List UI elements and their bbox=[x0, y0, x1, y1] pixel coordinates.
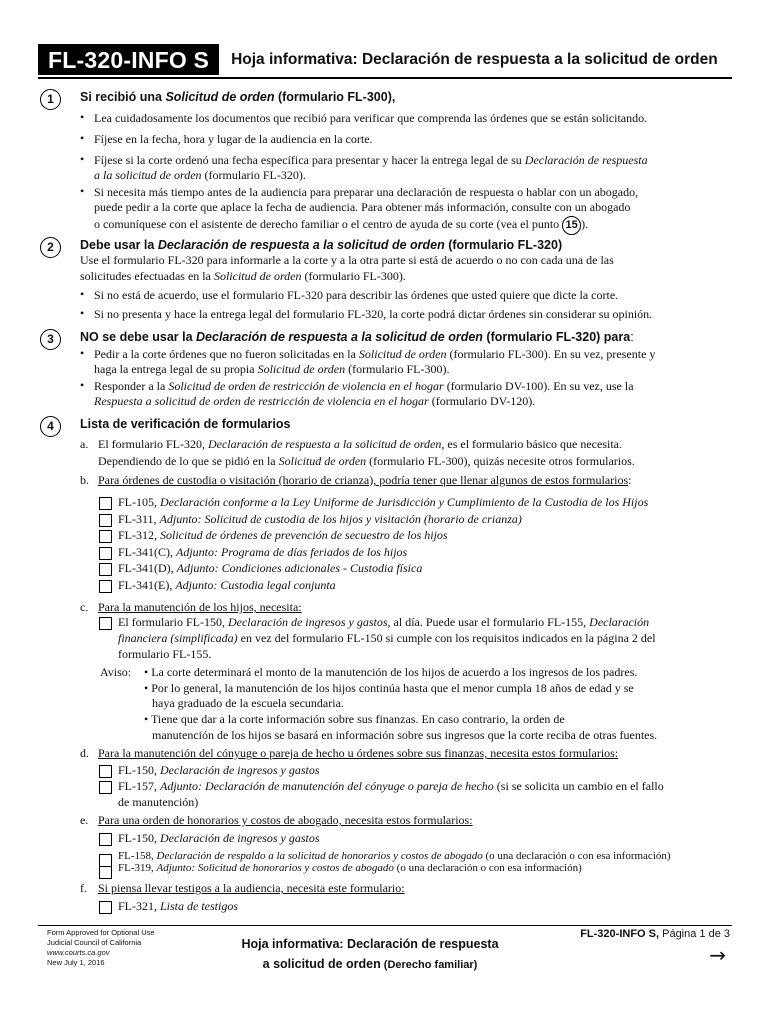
subheading: Para la manutención del cónyuge o pareja de hecho u órdenes sobre sus finanzas, necesita estos formularios: bbox=[98, 746, 619, 760]
form-item: de manutención) bbox=[118, 795, 199, 809]
bullet-text: haga la entrega legal de su propia Solicitud de orden (formulario FL-300). bbox=[94, 362, 450, 376]
bullet-text: Si no presenta y hace la entrega legal del formulario FL-320, la corte podrá dictar órdenes sin considerar su opinión. bbox=[94, 307, 653, 321]
checkbox-fl341e[interactable] bbox=[99, 580, 112, 593]
item-label: c. bbox=[80, 600, 89, 614]
form-item: FL-311, Adjunto: Solicitud de custodia de los hijos y visitación (horario de crianza) bbox=[118, 512, 522, 526]
aviso-text: • Tiene que dar a la corte información sobre sus finanzas. En caso contrario, la orden de bbox=[144, 712, 565, 726]
item-label: e. bbox=[80, 813, 89, 827]
header-rule bbox=[38, 77, 732, 79]
section-heading: Lista de verificación de formularios bbox=[80, 417, 291, 431]
form-item: FL-319, Adjunto: Solicitud de honorarios y costos de abogado (o una declaración o con esa información) bbox=[118, 862, 582, 874]
courts-website-link[interactable]: www.courts.ca.gov bbox=[47, 948, 110, 957]
bullet-text: Si no está de acuerdo, use el formulario FL-320 para describir las órdenes que usted quiere que dicte la corte. bbox=[94, 288, 619, 302]
form-item: FL-321, Lista de testigos bbox=[118, 899, 239, 913]
checkbox-fl311[interactable] bbox=[99, 514, 112, 527]
checkbox-fl321[interactable] bbox=[99, 901, 112, 914]
checkbox-fl105[interactable] bbox=[99, 497, 112, 510]
page-title: Hoja informativa: Declaración de respuesta a la solicitud de orden bbox=[231, 50, 718, 68]
bullet-text: o comuníquese con el asistente de derecho familiar o el centro de ayuda de su corte (vea el punto 15 ). bbox=[94, 216, 588, 235]
bullet-text: Responder a la Solicitud de orden de restricción de violencia en el hogar (formulario DV-100). En su vez, use la bbox=[94, 379, 634, 393]
bullet-text: Respuesta a solicitud de orden de restricción de violencia en el hogar (formulario DV-120). bbox=[94, 394, 536, 408]
section-number: 4 bbox=[40, 416, 61, 437]
form-item: financiera (simplificada) en vez del formulario FL-150 si cumple con los requisitos indicados en la página 2 del bbox=[118, 631, 656, 645]
checkbox-fl341d[interactable] bbox=[99, 563, 112, 576]
paragraph-text: El formulario FL-320, Declaración de respuesta a la solicitud de orden, es el formulario básico que necesita. bbox=[98, 437, 622, 451]
form-id-badge: FL-320-INFO S bbox=[38, 44, 219, 75]
form-item: FL-341(C), Adjunto: Programa de días feriados de los hijos bbox=[118, 545, 408, 559]
item-15-reference: 15 bbox=[562, 216, 581, 235]
checkbox-fl312[interactable] bbox=[99, 530, 112, 543]
form-item: FL-150, Declaración de ingresos y gastos bbox=[118, 831, 320, 845]
bullet-text: a la solicitud de orden (formulario FL-320). bbox=[94, 168, 306, 182]
form-item: FL-158, Declaración de respaldo a la solicitud de honorarios y costos de abogado (o una declaración o con esa información) bbox=[118, 850, 671, 862]
bullet-text: puede pedir a la corte que aplace la fecha de audiencia. Para obtener más información, consulte con un abogado bbox=[94, 200, 631, 214]
form-item: FL-105, Declaración conforme a la Ley Uniforme de Jurisdicción y Cumplimiento de la Custodia de los Hijos bbox=[118, 495, 649, 509]
aviso-text: manutención de los hijos se basará en información sobre sus ingresos que la corte reciba de otras fuentes. bbox=[152, 728, 658, 742]
subheading: Para una orden de honorarios y costos de abogado, necesita estos formularios: bbox=[98, 813, 473, 827]
form-item: FL-312, Solicitud de órdenes de prevención de secuestro de los hijos bbox=[118, 528, 448, 542]
section-number: 1 bbox=[40, 89, 61, 110]
form-item: FL-150, Declaración de ingresos y gastos bbox=[118, 763, 320, 777]
bullet-text: Pedir a la corte órdenes que no fueron solicitadas en la Solicitud de orden (formulario FL-300). En su vez, presente y bbox=[94, 347, 656, 361]
aviso-label: Aviso: bbox=[100, 665, 132, 679]
subheading: Si piensa llevar testigos a la audiencia, necesita este formulario: bbox=[98, 881, 405, 895]
checkbox-fl150-child-support[interactable] bbox=[99, 617, 112, 630]
checkbox-fl157[interactable] bbox=[99, 781, 112, 794]
form-item: El formulario FL-150, Declaración de ingresos y gastos, al día. Puede usar el formulario FL-155, Declaración bbox=[118, 615, 650, 629]
item-label: b. bbox=[80, 473, 89, 487]
page-number: FL-320-INFO S, Página 1 de 3 bbox=[580, 928, 730, 940]
section-number: 3 bbox=[40, 329, 61, 350]
item-label: f. bbox=[80, 881, 87, 895]
form-item: FL-341(D), Adjunto: Condiciones adicionales - Custodia física bbox=[118, 561, 423, 575]
subheading: Para órdenes de custodia o visitación (horario de crianza), podría tener que llenar algunos de estos formularios: bbox=[98, 473, 632, 487]
section-number: 2 bbox=[40, 237, 61, 258]
checkbox-fl150-spousal[interactable] bbox=[99, 765, 112, 778]
subheading: Para la manutención de los hijos, necesita: bbox=[98, 600, 302, 614]
section-heading: Si recibió una Solicitud de orden (formulario FL-300), bbox=[80, 90, 396, 104]
bullet-text: Si necesita más tiempo antes de la audiencia para preparar una declaración de respuesta o hablar con un abogado, bbox=[94, 185, 639, 199]
section-heading: Debe usar la Declaración de respuesta a la solicitud de orden (formulario FL-320) bbox=[80, 238, 563, 252]
item-label: a. bbox=[80, 437, 89, 451]
footer-rule bbox=[38, 925, 732, 926]
section-heading: NO se debe usar la Declaración de respuesta a la solicitud de orden (formulario FL-320) para: bbox=[80, 330, 634, 344]
footer-approval: Form Approved for Optional Use Judicial Council of California www.courts.ca.gov New July 1, 2016 bbox=[47, 928, 155, 967]
checkbox-fl150-fees[interactable] bbox=[99, 833, 112, 846]
checkbox-fl319[interactable] bbox=[99, 866, 112, 879]
footer-title: Hoja informativa: Declaración de respuesta a solicitud de orden (Derecho familiar) bbox=[241, 937, 499, 971]
bullet-text: Fíjese en la fecha, hora y lugar de la audiencia en la corte. bbox=[94, 132, 373, 146]
aviso-text: haya graduado de la escuela secundaria. bbox=[152, 696, 344, 710]
paragraph-text: Use el formulario FL-320 para informarle a la corte y a la otra parte si está de acuerdo o no con cada una de las bbox=[80, 253, 614, 267]
item-label: d. bbox=[80, 746, 89, 760]
aviso-text: • Por lo general, la manutención de los hijos continúa hasta que el menor cumpla 18 años de edad y se bbox=[144, 681, 634, 695]
form-header bbox=[38, 44, 718, 75]
form-item: FL-341(E), Adjunto: Custodia legal conjunta bbox=[118, 578, 336, 592]
aviso-text: • La corte determinará el monto de la manutención de los hijos de acuerdo a los ingresos de los padres. bbox=[144, 665, 638, 679]
bullet-text: Fíjese si la corte ordenó una fecha específica para presentar y hacer la entrega legal de su Declaración de respuesta bbox=[94, 153, 648, 167]
paragraph-text: solicitudes efectuadas en la Solicitud de orden (formulario FL-300). bbox=[80, 269, 406, 283]
form-page: FL-320-INFO S Hoja informativa: Declaración de respuesta a la solicitud de orden 1 Si recibió una Solicitud de orden (formulario FL-300), • Lea cuidadosamente los documentos que recibió para verificar que comprenda las órdenes que se están solicitando. • Fíjese en la fecha, hora y lugar de la audiencia en la corte. • Fíjese si la corte ordenó una fecha específica para presentar y hacer la entrega legal de su Declaración de respuesta a la solicitud de orden (formulario FL-320). • Si necesita más tiempo antes de la audiencia para preparar una declaración de respuesta o hablar con un abogado, puede pedir a la corte que aplace la fecha de audiencia. Para obtener más información, consulte con un abogado o comuníquese con el asistente de derecho familiar o el centro de ayuda de su corte (vea el punto 15 ). 2 Debe usar la Declaración de respuesta a la solicitud de orden (formulario FL-320) Use el formulario FL-320 para informarle a la corte y a la otra parte si está de acuerdo o no con cada una de las solicitudes efectuadas en la Solicitud de orden (formulario FL-300). • Si no está de acuerdo, use el formulario FL-320 para describir las órdenes que usted quiere que dicte la corte. • Si no presenta y hace la entrega legal del formulario FL-320, la corte podrá dictar órdenes sin considerar su opinión. 3 NO se debe usar la Declaración de respuesta a la solicitud de orden (formulario FL-320) para: • Pedir a la corte órdenes que no fueron solicitadas en la Solicitud de orden (formulario FL-300). En su vez, presente y haga la entrega legal de su propia Solicitud de orden (formulario FL-300). • Responder a la Solicitud de orden de restricción de violencia en el hogar (formulario DV-100). En su vez, use la Respuesta a solicitud de orden de restricción de violencia en el hogar (formulario DV-120). 4 Lista de verificación de formularios a. El formulario FL-320, Declaración de respuesta a la solicitud de orden, es el formulario básico que necesita. Dependiendo de lo que se pidió en la Solicitud de orden (formulario FL-300), quizás necesite otros formularios. b. Para órdenes de custodia o visitación (horario de crianza), podría tener que llenar algunos de estos formularios: FL-105, Declaración conforme a la Ley Uniforme de Jurisdicción y Cumplimiento de la Custodia de los Hijos FL-311, Adjunto: Solicitud de custodia de los hijos y visitación (horario de crianza) FL-312, Solicitud de órdenes de prevención de secuestro de los hijos FL-341(C), Adjunto: Programa de días feriados de los hijos FL-341(D), Adjunto: Condiciones adicionales - Custodia física FL-341(E), Adjunto: Custodia legal conjunta c. Para la manutención de los hijos, necesita: El formulario FL-150, Declaración de ingresos y gastos, al día. Puede usar el formulario FL-155, Declaración financiera (simplificada) en vez del formulario FL-150 si cumple con los requisitos indicados en la página 2 del formulario FL-155. Aviso: • La corte determinará el monto de la manutención de los hijos de acuerdo a los ingresos de los padres. • Por lo general, la manutención de los hijos continúa hasta que el menor cumpla 18 años de edad y se haya graduado de la escuela secundaria. • Tiene que dar a la corte información sobre sus finanzas. En caso contrario, la orden de manutención de los hijos se basará en información sobre sus ingresos que la corte reciba de otras fuentes. d. Para la manutención del cónyuge o pareja de hecho u órdenes sobre sus finanzas, necesita estos formularios: FL-150, Declaración de ingresos y gastos FL-157, Adjunto: Declaración de manutención del cónyuge o pareja de hecho (si se solicita un cambio en el fallo de manutención) e. Para una orden de honorarios y costos de abogado, necesita estos formularios: FL-150, Declaración de ingresos y gastos FL-158, Declaración de respaldo a la solicitud de honorarios y costos de abogado (o una declaración o con esa información) FL-319, Adjunto: Solicitud de honorarios y costos de abogado (o una declaración o con esa información) f. Si piensa llevar testigos a la audiencia, necesita este formulario: FL-321, Lista de testigos Form Approved for Optional Use Judicial Council of California www.courts.ca.gov New July 1, 2016 Hoja informativa: Declaración de respuesta a solicitud de orden (Derecho familiar) FL-320-INFO S, Página 1 de 3 → bbox=[0, 0, 770, 1024]
checkbox-fl341c[interactable] bbox=[99, 547, 112, 560]
paragraph-text: Dependiendo de lo que se pidió en la Solicitud de orden (formulario FL-300), quizás necesite otros formularios. bbox=[98, 454, 635, 468]
form-item: FL-157, Adjunto: Declaración de manutención del cónyuge o pareja de hecho (si se solicita un cambio en el fallo bbox=[118, 779, 664, 793]
form-item: formulario FL-155. bbox=[118, 647, 212, 661]
next-page-arrow-icon[interactable]: → bbox=[709, 943, 726, 967]
bullet-text: Lea cuidadosamente los documentos que recibió para verificar que comprenda las órdenes que se están solicitando. bbox=[94, 111, 648, 125]
